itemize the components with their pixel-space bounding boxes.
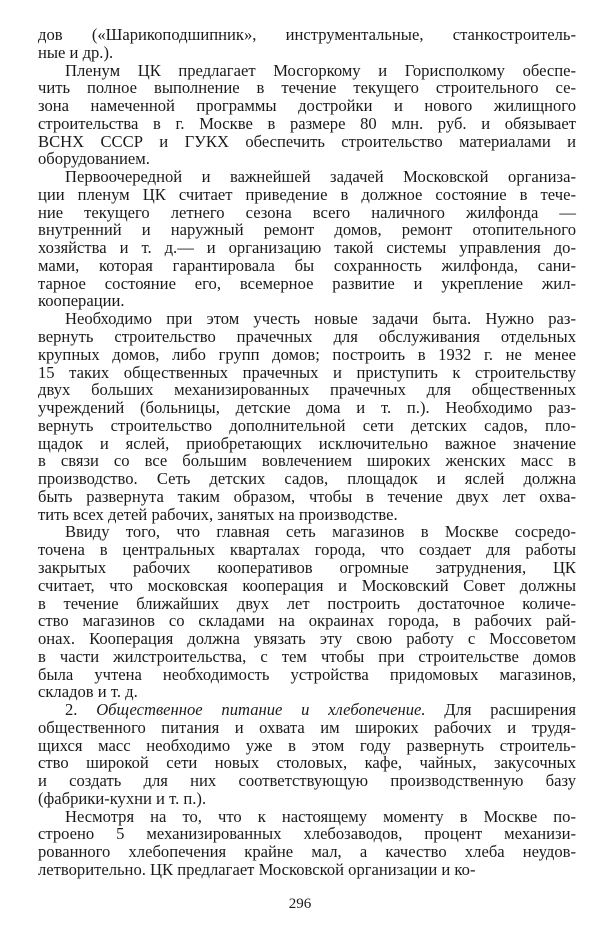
text-line: в части жилстроительства, с тем чтобы при строительстве домов xyxy=(38,646,576,666)
text-line: двух больших механизированных прачечных для общественных xyxy=(38,380,576,400)
text-line: ВСНХ СССР и ГУКХ обеспечить строительство материалами и xyxy=(38,131,576,151)
text-line: в течение ближайших двух лет построить достаточное количе- xyxy=(38,593,576,613)
section-heading-line xyxy=(38,701,576,719)
text-line: строительства в г. Москве в размере 80 млн. руб. и обязывает xyxy=(38,113,576,133)
text-line: рованного хлебопечения крайне мал, а качество хлеба неудов- xyxy=(38,842,576,862)
text-line: считает, что московская кооперация и Московский Совет должны xyxy=(38,575,576,595)
text-line: и создать для них соответствующую производственную базу xyxy=(38,771,576,791)
text-line: вернуть строительство дополнительной сети детских садов, пло- xyxy=(38,415,576,435)
text-line: щихся масс необходимо уже в этом году развернуть строитель- xyxy=(38,735,576,755)
page-number: 296 xyxy=(288,896,312,912)
paragraph xyxy=(38,523,576,701)
paragraph xyxy=(38,808,576,879)
text-line: была учтена необходимость устройства придомовых магазинов, xyxy=(38,664,576,684)
text-line: (фабрики-кухни и т. п.). xyxy=(38,788,207,808)
text-line: Необходимо при этом учесть новые задачи быта. Нужно раз- xyxy=(65,309,576,329)
text-line: точена в центральных кварталах города, что создает для работы xyxy=(38,540,576,560)
text-line: мами, которая гарантировала бы сохранность жилфонда, сани- xyxy=(38,255,576,275)
text-line: крупных домов, либо групп домов; построить в 1932 г. не менее xyxy=(38,344,576,364)
text-line: щадок и яслей, приобретающих исключительно важное значение xyxy=(38,433,576,453)
paragraph xyxy=(38,310,576,523)
text-line: вернуть строительство прачечных для обслуживания отдельных xyxy=(38,327,576,347)
section-title: Общественное питание и хлебопечение. xyxy=(96,700,426,720)
paragraph xyxy=(38,168,576,310)
text-line: зона намеченной программы достройки и нового жилищного xyxy=(38,96,576,116)
text-line: онах. Кооперация должна увязать эту свою работу с Моссоветом xyxy=(38,629,576,649)
text-line: складов и т. д. xyxy=(38,682,138,702)
text-line: ство широкой сети новых столовых, кафе, чайных, закусочных xyxy=(38,753,576,773)
text-line: Ввиду того, что главная сеть магазинов в Москве сосредо- xyxy=(65,522,576,542)
text-line: Пленум ЦК предлагает Мосгоркому и Горисполкому обеспе- xyxy=(65,60,576,80)
text-line: летворительно. ЦК предлагает Московской организации и ко- xyxy=(38,859,476,879)
text-line: тарное состояние его, всемерное развитие и укрепление жил- xyxy=(38,273,576,293)
paragraph xyxy=(38,701,576,808)
text-line: внутренний и наружный ремонт домов, ремонт отопительного xyxy=(38,220,576,240)
text-line: ство магазинов со складами на окраинах города, в рабочих рай- xyxy=(38,611,576,631)
text-line: 15 таких общественных прачечных и приступить к строительству xyxy=(38,362,576,382)
text-line: хозяйства и т. д.— и организацию такой системы управления до- xyxy=(38,238,576,258)
text-line: чить полное выполнение в течение текущего строительного се- xyxy=(38,78,576,98)
paragraph xyxy=(38,26,576,62)
paragraph xyxy=(38,62,576,169)
text-line: закрытых рабочих кооперативов огромные затруднения, ЦК xyxy=(38,557,576,577)
text-line: производство. Сеть детских садов, площадок и яслей должна xyxy=(38,469,576,489)
text-line: Первоочередной и важнейшей задачей Московской организа- xyxy=(65,167,576,187)
text-line: в связи со все бо́льшим вовлечением широких женских масс в xyxy=(38,451,576,471)
text-line: учреждений (больницы, детские дома и т. п.). Необходимо раз- xyxy=(38,398,576,418)
page-body xyxy=(38,26,576,879)
text-line: Несмотря на то, что к настоящему моменту в Москве по- xyxy=(65,806,576,826)
text-span: Для расширения xyxy=(425,700,576,720)
text-line: ние текущего летнего сезона всего наличного жилфонда — xyxy=(38,202,576,222)
text-line: оборудованием. xyxy=(38,149,150,169)
text-line: общественного питания и охвата им широких рабочих и трудя- xyxy=(38,717,576,737)
text-line: ции пленум ЦК считает приведение в должное состояние в тече- xyxy=(38,184,576,204)
text-span: 2. xyxy=(65,700,97,720)
text-line: строено 5 механизированных хлебозаводов, процент механизи- xyxy=(38,824,576,844)
text-line: кооперации. xyxy=(38,291,125,311)
text-line: ные и др.). xyxy=(38,42,114,62)
text-line: дов («Шарикоподшипник», инструментальные, станкостроитель- xyxy=(38,25,576,44)
text-line: быть развернута таким образом, чтобы в течение двух лет охва- xyxy=(38,486,576,506)
text-line: тить всех детей рабочих, занятых на производстве. xyxy=(38,504,398,524)
